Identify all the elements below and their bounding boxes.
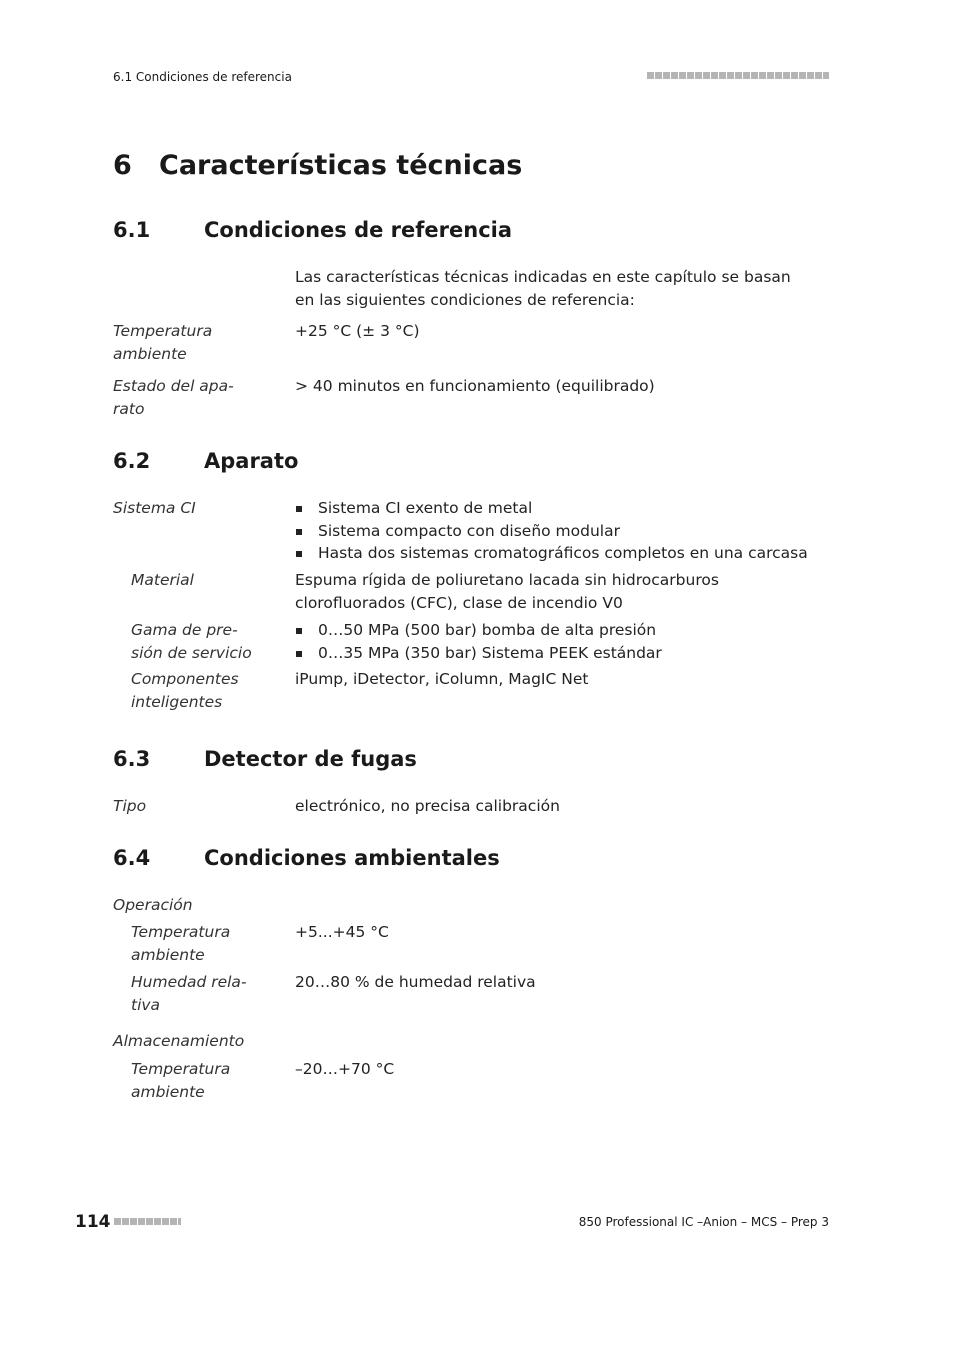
smart-components-label: Componentes inteligentes <box>131 670 239 711</box>
storage-temp-value: –20…+70 °C <box>295 1060 395 1078</box>
leak-type-value: electrónico, no precisa calibración <box>295 797 560 815</box>
pressure-range-list <box>295 619 815 664</box>
section-number: 6.1 <box>113 218 151 242</box>
intro-text: Las características técnicas indicadas en este capítulo se basan en las siguientes condiciones de referencia: <box>295 268 791 309</box>
ref-temp-value: +25 °C (± 3 °C) <box>295 322 420 340</box>
chapter-title-text: Características técnicas <box>159 150 523 181</box>
page-number: 114 <box>75 1212 111 1232</box>
list-item: Hasta dos sistemas cromatográficos completos en una carcasa <box>295 542 815 565</box>
section-number: 6.2 <box>113 449 151 473</box>
section-6-2-heading <box>113 449 298 473</box>
chapter-title <box>113 150 522 181</box>
op-temp-value: +5...+45 °C <box>295 923 389 941</box>
section-number: 6.4 <box>113 846 151 870</box>
section-6-4-heading <box>113 846 500 870</box>
op-humidity-label: Humedad relativa <box>131 973 247 1014</box>
section-number: 6.3 <box>113 747 151 771</box>
list-item: Sistema CI exento de metal <box>295 497 815 520</box>
header-dots-decoration <box>647 72 829 79</box>
section-title: Condiciones de referencia <box>204 218 513 242</box>
device-state-label: Estado del aparato <box>113 377 234 418</box>
running-head: 6.1 Condiciones de referencia <box>113 70 292 84</box>
list-item: 0…50 MPa (500 bar) bomba de alta presión <box>295 619 815 642</box>
section-title: Condiciones ambientales <box>204 846 500 870</box>
op-temp-label: Temperatura ambiente <box>131 923 231 964</box>
op-humidity-value: 20…80 % de humedad relativa <box>295 973 536 991</box>
storage-temp-label: Temperatura ambiente <box>131 1060 231 1101</box>
pressure-range-label: Gama de presión de servicio <box>131 621 252 662</box>
ref-temp-label: Temperatura ambiente <box>113 322 213 363</box>
footer-product: 850 Professional IC –Anion – MCS – Prep 3 <box>578 1215 829 1229</box>
storage-label: Almacenamiento <box>113 1032 245 1050</box>
material-value: Espuma rígida de poliuretano lacada sin hidrocarburos clorofluorados (CFC), clase de incendio V0 <box>295 571 719 612</box>
device-state-value: > 40 minutos en funcionamiento (equilibrado) <box>295 377 655 395</box>
section-6-1-heading <box>113 218 512 242</box>
list-item: Sistema compacto con diseño modular <box>295 520 815 543</box>
material-label: Material <box>131 571 194 589</box>
operation-label: Operación <box>113 896 193 914</box>
footer-dots-decoration <box>114 1218 181 1225</box>
section-title: Aparato <box>204 449 299 473</box>
smart-components-value: iPump, iDetector, iColumn, MagIC Net <box>295 670 589 688</box>
chapter-number: 6 <box>113 150 132 181</box>
ic-system-list <box>295 497 815 565</box>
leak-type-label: Tipo <box>113 797 147 815</box>
section-title: Detector de fugas <box>204 747 417 771</box>
ic-system-label: Sistema CI <box>113 499 196 517</box>
section-6-3-heading <box>113 747 417 771</box>
list-item: 0…35 MPa (350 bar) Sistema PEEK estándar <box>295 642 815 665</box>
